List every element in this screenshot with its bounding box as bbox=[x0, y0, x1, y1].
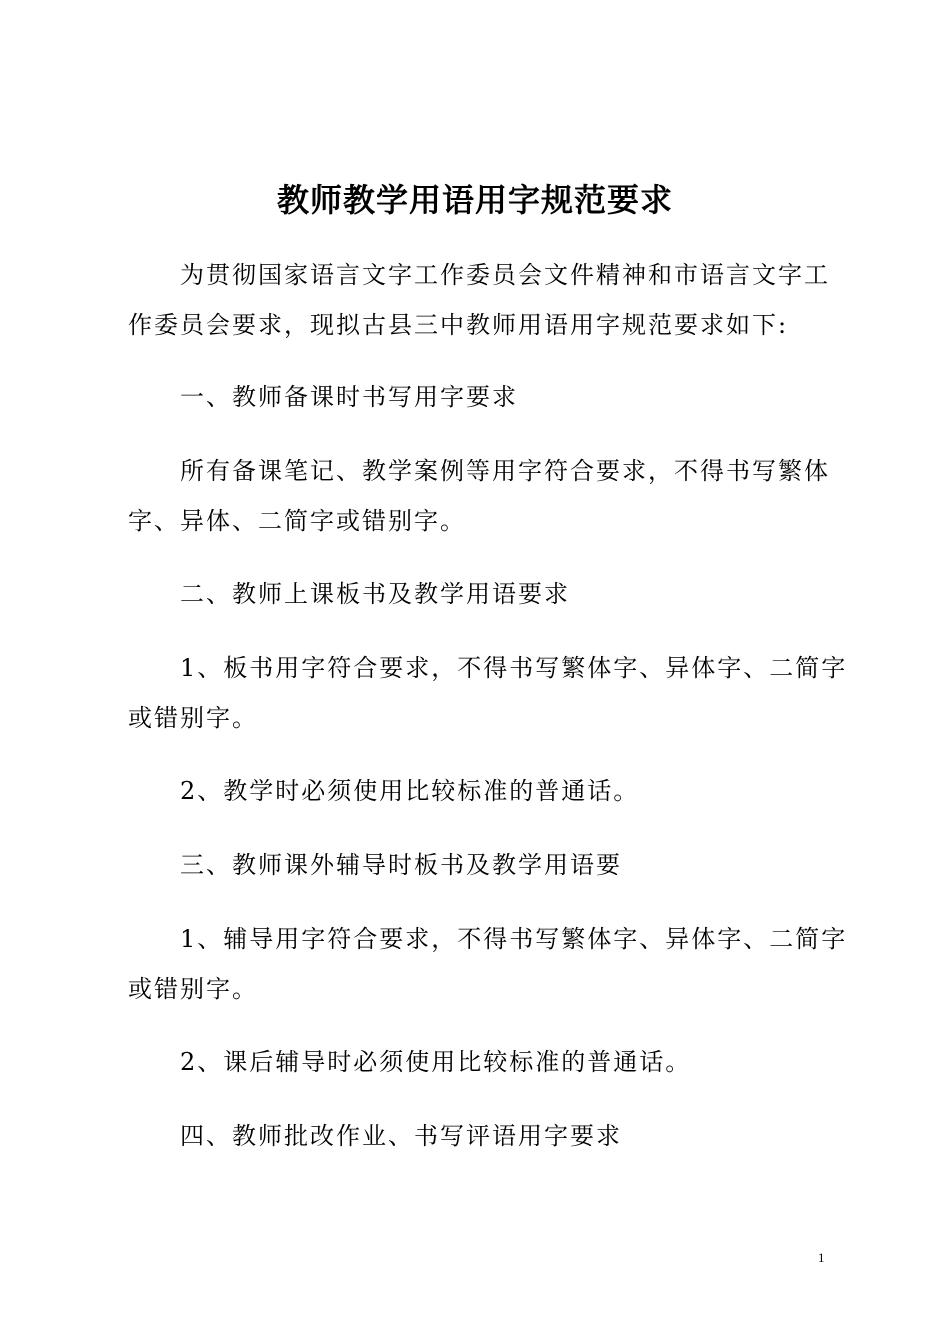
section-3-item-1: 1、辅导用字符合要求，不得书写繁体字、异体字、二简字或错别字。 bbox=[128, 925, 848, 1003]
section-2-item-2: 2、教学时必须使用比较标准的普通话。 bbox=[180, 777, 640, 805]
section-3-heading: 三、教师课外辅导时板书及教学用语要 bbox=[180, 851, 622, 879]
section-2-item-1: 1、板书用字符合要求，不得书写繁体字、异体字、二简字或错别字。 bbox=[128, 654, 848, 732]
section-4-heading: 四、教师批改作业、书写评语用字要求 bbox=[180, 1122, 622, 1150]
section-3-item-2: 2、课后辅导时必须使用比较标准的普通话。 bbox=[180, 1048, 692, 1076]
section-2-heading: 二、教师上课板书及教学用语要求 bbox=[180, 580, 570, 608]
intro-paragraph: 为贯彻国家语言文字工作委员会文件精神和市语言文字工作委员会要求，现拟古县三中教师用语用字规范要求如下: bbox=[128, 261, 830, 339]
page-number: 1 bbox=[818, 1250, 825, 1265]
document-title: 教师教学用语用字规范要求 bbox=[276, 181, 673, 219]
section-1-body: 所有备课笔记、教学案例等用字符合要求，不得书写繁体字、异体、二简字或错别字。 bbox=[128, 457, 830, 535]
section-1-heading: 一、教师备课时书写用字要求 bbox=[180, 383, 518, 411]
